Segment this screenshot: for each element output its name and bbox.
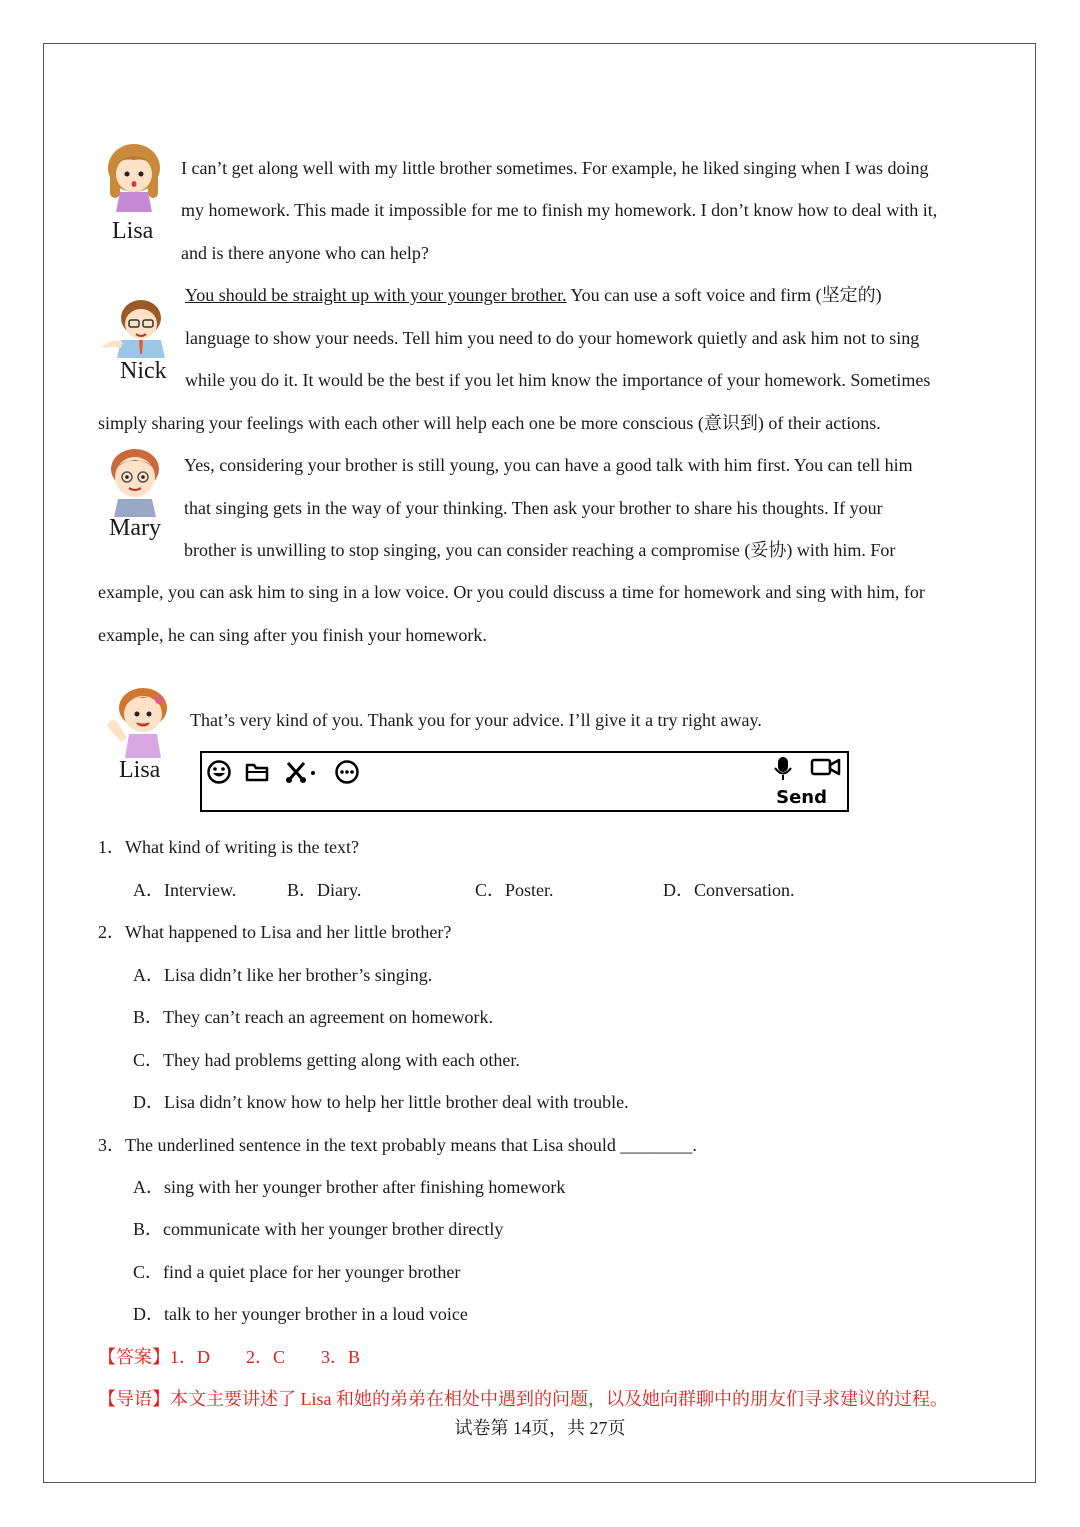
guide-line xyxy=(98,1388,948,1410)
mary-message-line: example, he can sing after you finish your homework. xyxy=(98,625,487,645)
question-option: C．find a quiet place for her younger brother xyxy=(133,1262,461,1282)
scissors-icon[interactable] xyxy=(284,759,320,785)
answer-text: 1．D 2．C 3．B xyxy=(170,1347,361,1367)
mary-message-line: Yes, considering your brother is still young, you can have a good talk with him first. You can tell him xyxy=(184,455,913,475)
lisa-waving-avatar xyxy=(103,686,175,758)
nick-avatar xyxy=(101,296,169,358)
nick-message-text: You can use a soft voice and firm (坚定的) xyxy=(566,285,882,305)
question-option: D．Conversation. xyxy=(663,880,795,900)
mary-avatar xyxy=(106,445,164,517)
question-stem: 3．The underlined sentence in the text probably means that Lisa should ________. xyxy=(98,1135,697,1155)
lisa-message-line: and is there anyone who can help? xyxy=(181,243,429,263)
nick-name: Nick xyxy=(120,358,167,384)
lisa-message-line: I can’t get along well with my little brother sometimes. For example, he liked singing when I was doing xyxy=(181,158,929,178)
mary-message-line: brother is unwilling to stop singing, you can consider reaching a compromise (妥协) with him. For xyxy=(184,540,896,560)
question-stem: 2．What happened to Lisa and her little brother? xyxy=(98,922,452,942)
question-option: B．They can’t reach an agreement on homework. xyxy=(133,1007,494,1027)
question-option: C．They had problems getting along with each other. xyxy=(133,1050,520,1070)
lisa-message-line: my homework. This made it impossible for me to finish my homework. I don’t know how to deal with it, xyxy=(181,200,938,220)
nick-message-line: language to show your needs. Tell him you need to do your homework quietly and ask him not to sing xyxy=(185,328,920,348)
folder-icon[interactable] xyxy=(244,759,270,785)
question-option: C．Poster. xyxy=(475,880,554,900)
question-option: A．Interview. xyxy=(133,880,237,900)
emoji-icon[interactable] xyxy=(206,759,232,785)
nick-message-line xyxy=(185,284,882,306)
lisa-reply: That’s very kind of you. Thank you for your advice. I’ll give it a try right away. xyxy=(190,710,762,730)
microphone-icon[interactable] xyxy=(772,755,794,781)
question-option: B．Diary. xyxy=(287,880,362,900)
answer-label: 【答案】 xyxy=(98,1347,170,1367)
send-button[interactable]: Send xyxy=(776,787,827,808)
lisa-avatar xyxy=(104,142,164,214)
question-stem: 1．What kind of writing is the text? xyxy=(98,837,359,857)
mary-message-line: that singing gets in the way of your thinking. Then ask your brother to share his thoughts. If your xyxy=(184,498,883,518)
question-option: A．sing with her younger brother after finishing homework xyxy=(133,1177,566,1197)
underlined-sentence: You should be straight up with your younger brother. xyxy=(185,285,567,305)
question-option: D．talk to her younger brother in a loud voice xyxy=(133,1304,468,1324)
guide-text: 本文主要讲述了 Lisa 和她的弟弟在相处中遇到的问题，以及她向群聊中的朋友们寻求建议的过程。 xyxy=(170,1389,948,1409)
lisa-name: Lisa xyxy=(119,757,161,783)
question-option: A．Lisa didn’t like her brother’s singing. xyxy=(133,965,433,985)
video-camera-icon[interactable] xyxy=(810,755,842,779)
guide-label: 【导语】 xyxy=(98,1389,170,1409)
question-option: D．Lisa didn’t know how to help her little brother deal with trouble. xyxy=(133,1092,629,1112)
mary-message-line: example, you can ask him to sing in a low voice. Or you could discuss a time for homework and sing with him, for xyxy=(98,582,925,602)
mary-name: Mary xyxy=(109,515,161,541)
lisa-name: Lisa xyxy=(112,218,154,244)
chat-bubble-icon[interactable] xyxy=(333,759,361,785)
question-option: B．communicate with her younger brother directly xyxy=(133,1219,504,1239)
nick-message-line: while you do it. It would be the best if you let him know the importance of your homework. Sometimes xyxy=(185,370,931,390)
answer-line xyxy=(98,1346,360,1368)
chat-input-box[interactable] xyxy=(200,751,849,812)
page-footer: 试卷第 14页，共 27页 xyxy=(454,1418,626,1438)
nick-message-line: simply sharing your feelings with each other will help each one be more conscious (意识到) of their actions. xyxy=(98,413,881,433)
